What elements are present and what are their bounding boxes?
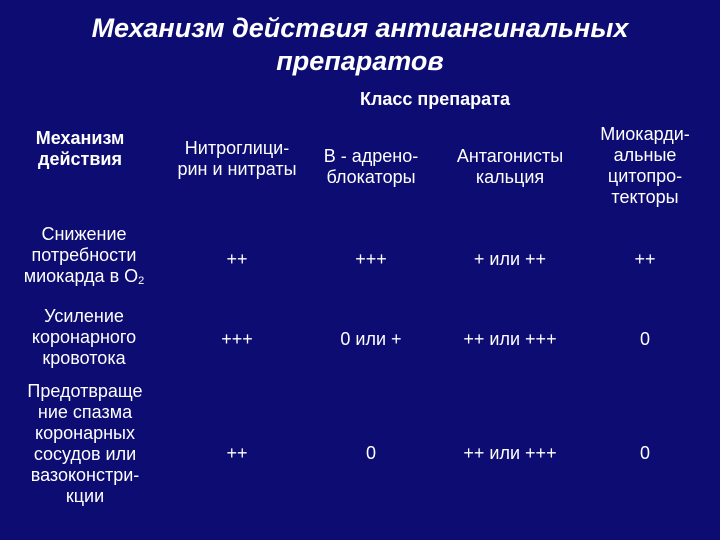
column-header-nitrates: Нитроглици-рин и нитраты: [177, 138, 297, 179]
slide-title-line1: Механизм действия антиангинальных: [91, 13, 629, 43]
table-cell: 0: [365, 443, 376, 463]
table-cell: 0 или +: [340, 329, 402, 349]
row-label-oxygen-demand: [14, 224, 154, 292]
mechanism-header: Механизм действия: [35, 128, 125, 169]
row-label-subscript: 2: [138, 275, 145, 287]
column-header-cytoprotectors: Миокарди-альные цитопро-текторы: [600, 124, 690, 207]
table-cell: ++ или +++: [463, 443, 557, 463]
slide-title-line2: препаратов: [276, 46, 444, 76]
slide-title: [40, 12, 680, 78]
table-cell: 0: [639, 329, 650, 349]
table-cell: ++: [634, 249, 656, 269]
row-label-text: Снижение потребности миокарда в О: [23, 224, 139, 286]
class-header: Класс препарата: [359, 89, 511, 109]
table-cell: ++: [226, 443, 248, 463]
table-cell: ++ или +++: [463, 329, 557, 349]
row-label-coronary-flow: Усиление коронарного кровотока: [31, 306, 137, 368]
column-header-beta-blockers: В - адрено-блокаторы: [323, 146, 419, 187]
table-cell: ++: [226, 249, 248, 269]
table-cell: + или ++: [473, 249, 547, 269]
table-cell: +++: [221, 329, 253, 349]
table-cell: 0: [639, 443, 650, 463]
column-header-calcium-antagonists: Антагонисты кальция: [456, 146, 564, 187]
table-cell: +++: [355, 249, 387, 269]
row-label-spasm-prevention: Предотвраще ние спазма коронарных сосудов или вазоконстри-кции: [27, 381, 143, 506]
